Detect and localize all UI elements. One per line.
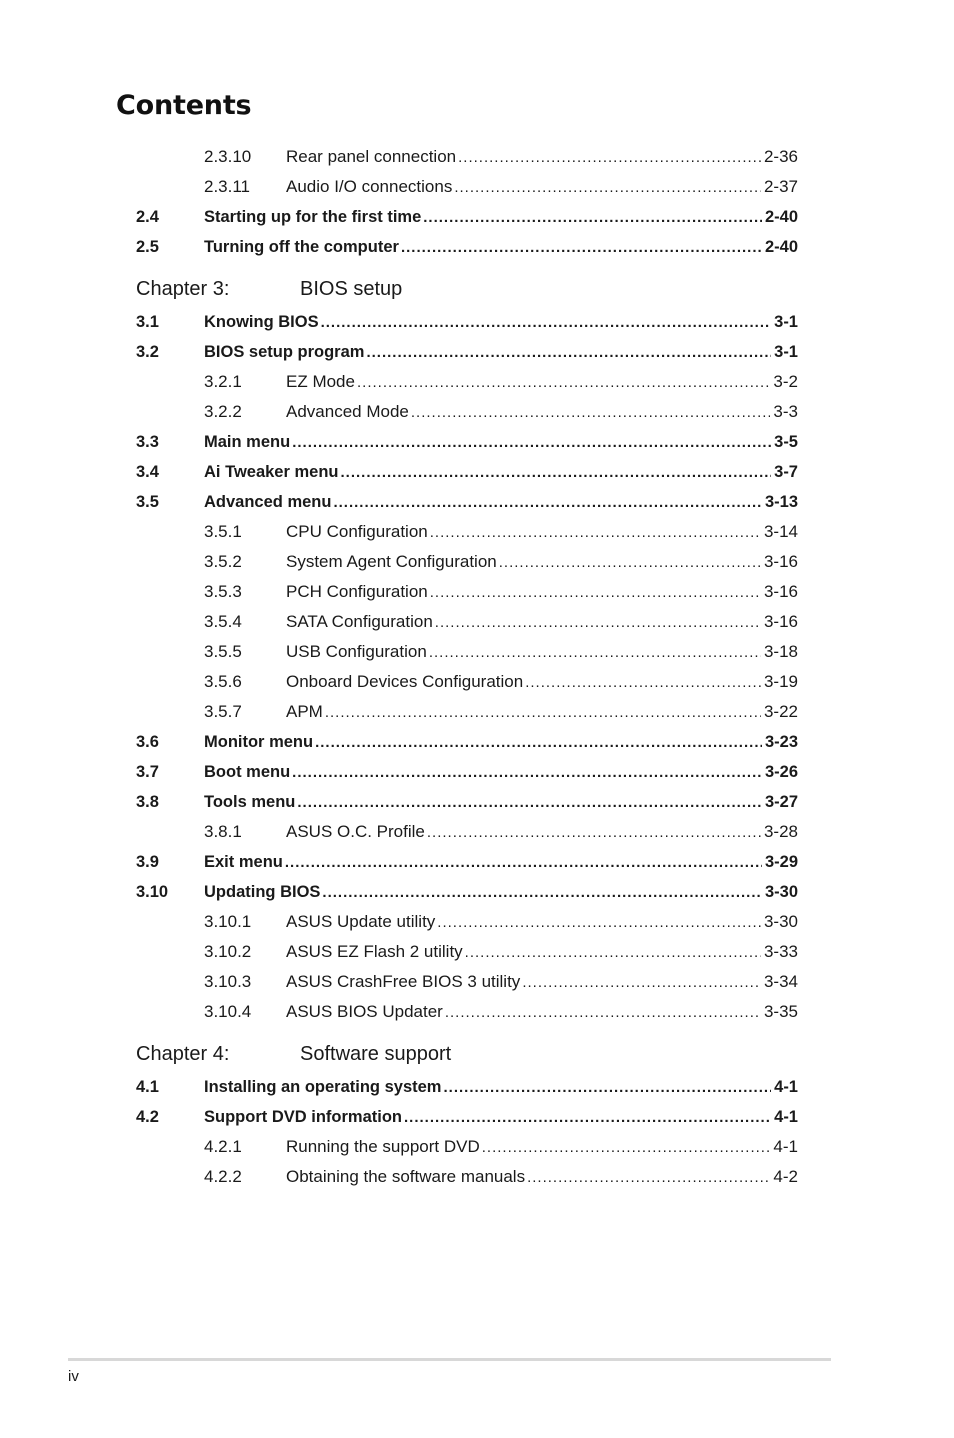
toc-entry-title: Rear panel connection xyxy=(286,147,457,166)
dot-leader xyxy=(292,432,771,454)
toc-entry-title: ASUS BIOS Updater xyxy=(286,1002,443,1021)
toc-entry-number: 2.4 xyxy=(136,208,159,226)
toc-entry-leader xyxy=(286,941,798,964)
toc-entry-number: 4.2 xyxy=(136,1108,159,1126)
toc-entry-title: Exit menu xyxy=(204,853,283,871)
dot-leader xyxy=(527,1167,770,1189)
dot-leader xyxy=(297,792,762,814)
toc-entry-number: 3.3 xyxy=(136,433,159,451)
dot-leader xyxy=(333,492,762,514)
toc-section-entry[interactable] xyxy=(136,236,798,258)
dot-leader xyxy=(427,822,761,844)
toc-entry-number: 3.10.2 xyxy=(204,942,252,961)
toc-entry-page: 3-7 xyxy=(774,463,798,481)
dot-leader xyxy=(525,672,761,694)
toc-entry-page: 4-1 xyxy=(773,1137,798,1156)
dot-leader xyxy=(437,912,761,934)
toc-entry-page: 3-30 xyxy=(764,883,798,901)
dot-leader xyxy=(401,237,762,259)
toc-entry-number: 3.2.2 xyxy=(204,402,242,421)
dot-leader xyxy=(321,312,772,334)
chapter-heading xyxy=(136,276,798,302)
toc-subsection-entry[interactable] xyxy=(136,911,798,933)
toc-entry-page: 3-16 xyxy=(763,582,798,601)
dot-leader xyxy=(443,1077,771,1099)
toc-section-entry[interactable] xyxy=(136,206,798,228)
toc-entry-number: 3.7 xyxy=(136,763,159,781)
toc-entry-leader xyxy=(204,761,798,784)
toc-entry-number: 4.2.1 xyxy=(204,1137,242,1156)
toc-entry-title: CPU Configuration xyxy=(286,522,428,541)
toc-entry-number: 2.3.11 xyxy=(204,177,251,196)
toc-entry-title: Advanced menu xyxy=(204,493,332,511)
toc-entry-leader xyxy=(204,311,798,334)
toc-entry-page: 3-1 xyxy=(774,313,798,331)
toc-entry-number: 4.2.2 xyxy=(204,1167,242,1186)
toc-entry-page: 3-5 xyxy=(774,433,798,451)
toc-section-entry[interactable] xyxy=(136,431,798,453)
toc-entry-title: Boot menu xyxy=(204,763,291,781)
toc-subsection-entry[interactable] xyxy=(136,1166,798,1188)
toc-entry-page: 3-2 xyxy=(773,372,798,391)
toc-entry-page: 3-22 xyxy=(763,702,798,721)
toc-entry-title: USB Configuration xyxy=(286,642,427,661)
toc-entry-number: 3.5.2 xyxy=(204,552,242,571)
toc-entry-title: Audio I/O connections xyxy=(286,177,453,196)
toc-subsection-entry[interactable] xyxy=(136,641,798,663)
toc-entry-number: 3.2 xyxy=(136,343,159,361)
toc-entry-title: Running the support DVD xyxy=(286,1137,480,1156)
toc-entry-page: 3-23 xyxy=(764,733,798,751)
toc-entry-number: 3.5.4 xyxy=(204,612,242,631)
toc-section-entry[interactable] xyxy=(136,761,798,783)
toc-section-entry[interactable] xyxy=(136,791,798,813)
toc-entry-leader xyxy=(204,236,798,259)
toc-entry-title: Monitor menu xyxy=(204,733,314,751)
toc-entry-leader xyxy=(286,581,798,604)
dot-leader xyxy=(435,612,761,634)
toc-entry-leader xyxy=(204,731,798,754)
toc-subsection-entry[interactable] xyxy=(136,1001,798,1023)
toc-entry-page: 4-1 xyxy=(774,1078,798,1096)
toc-entry-number: 3.5 xyxy=(136,493,159,511)
dot-leader xyxy=(322,882,762,904)
dot-leader xyxy=(454,177,761,199)
toc-entry-leader xyxy=(286,371,798,394)
toc-entry-leader xyxy=(204,431,798,454)
toc-entry-title: EZ Mode xyxy=(286,372,355,391)
toc-entry-page: 3-13 xyxy=(764,493,798,511)
toc-entry-leader xyxy=(204,461,798,484)
toc-entry-leader xyxy=(286,551,798,574)
toc-entry-page: 2-40 xyxy=(764,208,798,226)
toc-entry-number: 3.9 xyxy=(136,853,159,871)
dot-leader xyxy=(292,762,762,784)
toc-entry-title: ASUS CrashFree BIOS 3 utility xyxy=(286,972,521,991)
toc-entry-title: SATA Configuration xyxy=(286,612,433,631)
footer-page-number: iv xyxy=(68,1368,79,1385)
toc-entry-leader xyxy=(204,1076,798,1099)
toc-entry-number: 3.5.6 xyxy=(204,672,242,691)
toc-entry-leader xyxy=(204,791,798,814)
toc-entry-title: Turning off the computer xyxy=(204,238,399,256)
toc-entry-number: 3.10 xyxy=(136,883,169,901)
toc-entry-page: 3-3 xyxy=(773,402,798,421)
toc-entry-number: 3.5.5 xyxy=(204,642,242,661)
toc-entry-number: 4.1 xyxy=(136,1078,159,1096)
toc-entry-number: 3.10.1 xyxy=(204,912,252,931)
toc-entry-leader xyxy=(204,881,798,904)
toc-subsection-entry[interactable] xyxy=(136,401,798,423)
toc-entry-title: Advanced Mode xyxy=(286,402,409,421)
toc-entry-page: 3-16 xyxy=(763,552,798,571)
toc-entry-title: Onboard Devices Configuration xyxy=(286,672,524,691)
dot-leader xyxy=(357,372,770,394)
dot-leader xyxy=(445,1002,761,1024)
dot-leader xyxy=(482,1137,771,1159)
toc-entry-leader xyxy=(286,641,798,664)
dot-leader xyxy=(458,147,761,169)
toc-entry-page: 3-30 xyxy=(763,912,798,931)
toc-entry-title: Ai Tweaker menu xyxy=(204,463,339,481)
toc-entry-number: 3.5.7 xyxy=(204,702,242,721)
toc-entry-leader xyxy=(286,701,798,724)
toc-entry-number: 3.8 xyxy=(136,793,159,811)
toc-entry-leader xyxy=(286,401,798,424)
toc-entry-number: 3.10.4 xyxy=(204,1002,252,1021)
toc-entry-page: 3-14 xyxy=(763,522,798,541)
chapter-heading xyxy=(136,1041,798,1067)
toc-section-entry[interactable] xyxy=(136,1106,798,1128)
toc-entry-title: Starting up for the first time xyxy=(204,208,422,226)
toc-entry-leader xyxy=(286,146,798,169)
toc-subsection-entry[interactable] xyxy=(136,821,798,843)
toc-entry-number: 3.4 xyxy=(136,463,159,481)
toc-entry-title: ASUS Update utility xyxy=(286,912,436,931)
toc-entry-leader xyxy=(286,1166,798,1189)
toc-entry-leader xyxy=(286,611,798,634)
toc-entry-number: 3.10.3 xyxy=(204,972,252,991)
toc-entry-title: System Agent Configuration xyxy=(286,552,497,571)
toc-section-entry[interactable] xyxy=(136,1076,798,1098)
toc-entry-leader xyxy=(286,1001,798,1024)
toc-subsection-entry[interactable] xyxy=(136,1136,798,1158)
toc-entry-leader xyxy=(286,671,798,694)
toc-entry-page: 3-18 xyxy=(763,642,798,661)
toc-entry-page: 3-16 xyxy=(763,612,798,631)
toc-section-entry[interactable] xyxy=(136,311,798,333)
toc-entry-leader xyxy=(204,1106,798,1129)
toc-entry-number: 3.5.3 xyxy=(204,582,242,601)
toc-entry-leader xyxy=(204,341,798,364)
toc-subsection-entry[interactable] xyxy=(136,971,798,993)
page-title: Contents xyxy=(116,90,252,121)
toc-entry-title: BIOS setup program xyxy=(204,343,365,361)
toc-entry-title: Knowing BIOS xyxy=(204,313,319,331)
toc-entry-number: 2.5 xyxy=(136,238,159,256)
toc-entry-title: Obtaining the software manuals xyxy=(286,1167,526,1186)
toc-entry-leader xyxy=(204,851,798,874)
dot-leader xyxy=(404,1107,771,1129)
toc-entry-leader xyxy=(286,911,798,934)
dot-leader xyxy=(411,402,771,424)
toc-entry-title: Support DVD information xyxy=(204,1108,402,1126)
dot-leader xyxy=(430,582,761,604)
toc-entry-number: 3.8.1 xyxy=(204,822,242,841)
dot-leader xyxy=(465,942,761,964)
dot-leader xyxy=(430,522,761,544)
toc-subsection-entry[interactable] xyxy=(136,176,798,198)
toc-entry-leader xyxy=(286,1136,798,1159)
toc-entry-leader xyxy=(204,206,798,229)
toc-entry-page: 4-1 xyxy=(774,1108,798,1126)
toc-entry-page: 3-27 xyxy=(764,793,798,811)
toc-entry-title: Updating BIOS xyxy=(204,883,321,901)
toc-entry-title: PCH Configuration xyxy=(286,582,428,601)
dot-leader xyxy=(499,552,761,574)
chapter-title: Software support xyxy=(300,1043,452,1065)
toc-entry-leader xyxy=(204,491,798,514)
dot-leader xyxy=(366,342,771,364)
toc-subsection-entry[interactable] xyxy=(136,521,798,543)
dot-leader xyxy=(423,207,762,229)
toc-entry-number: 3.5.1 xyxy=(204,522,242,541)
toc-entry-title: Main menu xyxy=(204,433,291,451)
toc-subsection-entry[interactable] xyxy=(136,551,798,573)
toc-subsection-entry[interactable] xyxy=(136,371,798,393)
toc-section-entry[interactable] xyxy=(136,881,798,903)
toc-entry-page: 3-26 xyxy=(764,763,798,781)
toc-subsection-entry[interactable] xyxy=(136,146,798,168)
toc-entry-page: 3-1 xyxy=(774,343,798,361)
toc-entry-number: 3.6 xyxy=(136,733,159,751)
dot-leader xyxy=(285,852,762,874)
toc-entry-leader xyxy=(286,821,798,844)
dot-leader xyxy=(522,972,761,994)
footer-divider xyxy=(68,1358,831,1361)
chapter-label: Chapter 4: xyxy=(136,1043,230,1065)
toc-section-entry[interactable] xyxy=(136,731,798,753)
chapter-label: Chapter 3: xyxy=(136,278,230,300)
toc-entry-page: 3-35 xyxy=(763,1002,798,1021)
dot-leader xyxy=(315,732,762,754)
toc-entry-title: ASUS EZ Flash 2 utility xyxy=(286,942,463,961)
toc-entry-page: 2-40 xyxy=(764,238,798,256)
toc-section-entry[interactable] xyxy=(136,341,798,363)
toc-entry-page: 4-2 xyxy=(773,1167,798,1186)
toc-entry-number: 3.1 xyxy=(136,313,159,331)
toc-subsection-entry[interactable] xyxy=(136,611,798,633)
toc-entry-page: 2-36 xyxy=(763,147,798,166)
toc-entry-page: 3-34 xyxy=(763,972,798,991)
toc-subsection-entry[interactable] xyxy=(136,671,798,693)
toc-subsection-entry[interactable] xyxy=(136,701,798,723)
toc-subsection-entry[interactable] xyxy=(136,581,798,603)
chapter-title: BIOS setup xyxy=(300,278,403,300)
dot-leader xyxy=(429,642,761,664)
toc-section-entry[interactable] xyxy=(136,461,798,483)
toc-entry-page: 3-33 xyxy=(763,942,798,961)
toc-entry-title: APM xyxy=(286,702,323,721)
toc-entry-number: 2.3.10 xyxy=(204,147,252,166)
toc-section-entry[interactable] xyxy=(136,851,798,873)
toc-entry-number: 3.2.1 xyxy=(204,372,242,391)
toc-entry-leader xyxy=(286,521,798,544)
dot-leader xyxy=(341,462,772,484)
toc-entry-page: 3-28 xyxy=(763,822,798,841)
toc-entry-leader xyxy=(286,971,798,994)
toc-entry-title: Installing an operating system xyxy=(204,1078,442,1096)
toc-entry-page: 3-29 xyxy=(764,853,798,871)
toc-entry-title: ASUS O.C. Profile xyxy=(286,822,425,841)
toc-subsection-entry[interactable] xyxy=(136,941,798,963)
toc-section-entry[interactable] xyxy=(136,491,798,513)
toc-entry-leader xyxy=(286,176,798,199)
toc-entry-page: 3-19 xyxy=(763,672,798,691)
toc-entry-page: 2-37 xyxy=(763,177,798,196)
toc-entry-title: Tools menu xyxy=(204,793,296,811)
dot-leader xyxy=(325,702,761,724)
